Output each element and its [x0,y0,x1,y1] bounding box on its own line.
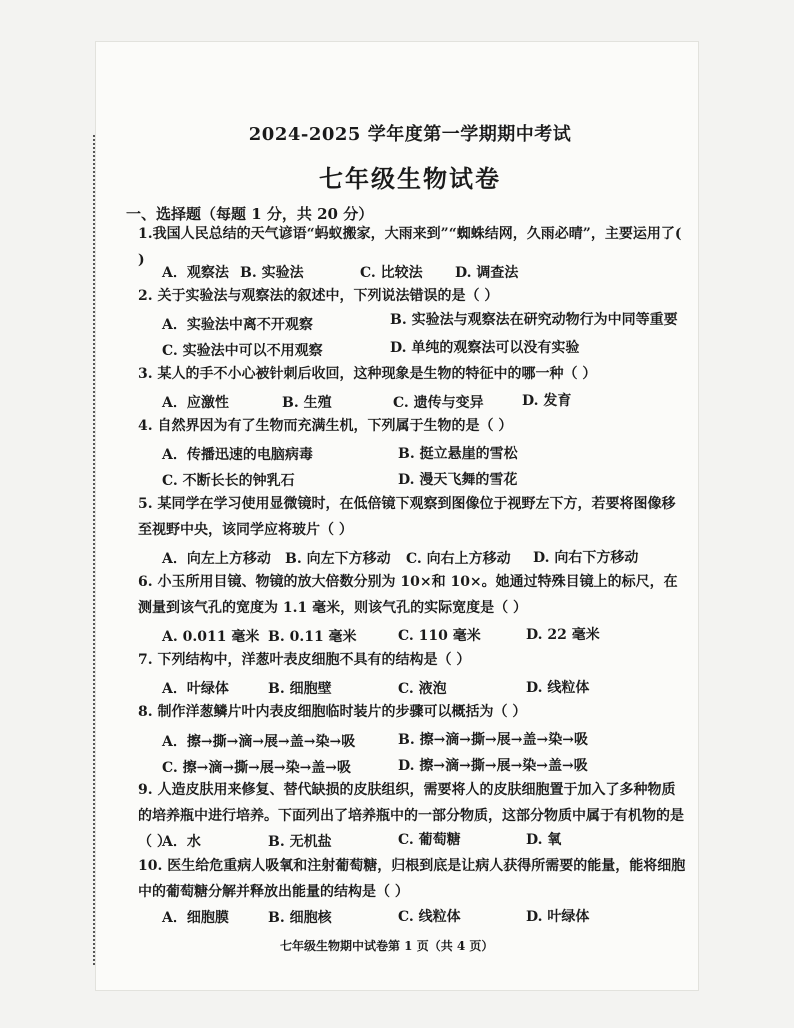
q5-option-a: A．向左上方移动 [162,551,271,567]
q6-option-b: B. 0.11 毫米 [268,629,357,645]
q7-option-a: A．叶绿体 [162,681,229,697]
q10-option-c: C. 线粒体 [398,909,461,925]
q3-option-c: C. 遗传与变异 [393,395,484,411]
q2-option-c: C. 实验法中可以不用观察 [162,343,323,359]
question-9: 9. 人造皮肤用来修复、替代缺损的皮肤组织，需要将人的皮肤细胞置于加入了多种物质的培养瓶中进行培养。下面列出了培养瓶中的一部分物质，这部分物质中属于有机物的是（ ） [138,782,684,850]
q2-option-d: D. 单纯的观察法可以没有实验 [390,340,580,356]
question-8: 8. 制作洋葱鳞片叶内表皮细胞临时装片的步骤可以概括为（ ） [138,704,527,720]
question-10: 10. 医生给危重病人吸氧和注射葡萄糖，归根到底是让病人获得所需要的能量，能将细胞中的葡萄糖分解并释放出能量的结构是（ ） [138,858,686,900]
q4-option-b: B. 挺立悬崖的雪松 [398,446,518,462]
q1-option-d: D. 调查法 [455,265,519,281]
question-2: 2. 关于实验法与观察法的叙述中，下列说法错误的是（ ） [138,288,499,304]
q4-option-d: D. 漫天飞舞的雪花 [398,472,518,488]
q8-option-b: B. 擦→滴→撕→展→盖→染→吸 [398,732,588,748]
q3-option-d: D. 发育 [522,393,572,409]
q1-option-b: B. 实验法 [240,265,304,281]
question-6: 6. 小玉所用目镜、物镜的放大倍数分别为 10×和 10×。她通过特殊目镜上的标尺，在测量到该气孔的宽度为 1.1 毫米，则该气孔的实际宽度是（ ） [138,574,678,616]
q8-option-c: C. 擦→滴→撕→展→染→盖→吸 [162,760,352,776]
q4-option-c: C. 不断长长的钟乳石 [162,473,295,489]
q5-option-d: D. 向右下方移动 [533,550,639,566]
q6-option-c: C. 110 毫米 [398,628,481,644]
question-1: 1.我国人民总结的天气谚语“蚂蚁搬家，大雨来到”“蜘蛛结网，久雨必晴”，主要运用了( ) [138,226,682,268]
q4-option-a: A．传播迅速的电脑病毒 [162,447,313,463]
q3-option-b: B. 生殖 [282,395,332,411]
q5-option-c: C. 向右上方移动 [406,551,511,567]
q8-option-a: A．擦→撕→滴→展→盖→染→吸 [162,734,356,750]
question-5: 5. 某同学在学习使用显微镜时，在低倍镜下观察到图像位于视野左下方，若要将图像移至视野中央，该同学应将玻片（ ） [138,496,676,538]
q7-option-b: B. 细胞壁 [268,681,332,697]
q3-option-a: A．应激性 [162,395,229,411]
q7-option-c: C. 液泡 [398,681,447,697]
section-heading: 一、选择题（每题 1 分，共 20 分） [126,205,374,223]
question-4: 4. 自然界因为有了生物而充满生机，下列属于生物的是（ ） [138,418,513,434]
q9-option-b: B. 无机盐 [268,834,332,850]
exam-title: 2024-2025 学年度第一学期期中考试 [248,124,572,145]
q10-option-b: B. 细胞核 [268,910,332,926]
q9-option-c: C. 葡萄糖 [398,832,461,848]
q5-option-b: B. 向左下方移动 [285,551,391,567]
q7-option-d: D. 线粒体 [526,680,590,696]
q6-option-d: D. 22 毫米 [526,627,600,643]
q1-option-a: A．观察法 [162,265,229,281]
q8-option-d: D. 擦→滴→撕→展→染→盖→吸 [398,758,588,774]
q1-option-c: C. 比较法 [360,265,423,281]
binding-dotted-line [93,135,95,965]
question-3: 3. 某人的手不小心被针刺后收回，这种现象是生物的特征中的哪一种（ ） [138,366,597,382]
exam-subtitle: 七年级生物试卷 [319,164,501,193]
page-footer: 七年级生物期中试卷第 1 页（共 4 页） [280,939,494,953]
q10-option-a: A．细胞膜 [162,910,229,926]
q10-option-d: D. 叶绿体 [526,909,590,925]
question-7: 7. 下列结构中，洋葱叶表皮细胞不具有的结构是（ ） [138,652,471,668]
q2-option-a: A．实验法中离不开观察 [162,317,313,333]
q9-option-a: A．水 [162,834,201,850]
q9-option-d: D. 氧 [526,832,562,848]
q2-option-b: B. 实验法与观察法在研究动物行为中同等重要 [390,312,678,328]
q6-option-a: A. 0.011 毫米 [162,629,260,645]
